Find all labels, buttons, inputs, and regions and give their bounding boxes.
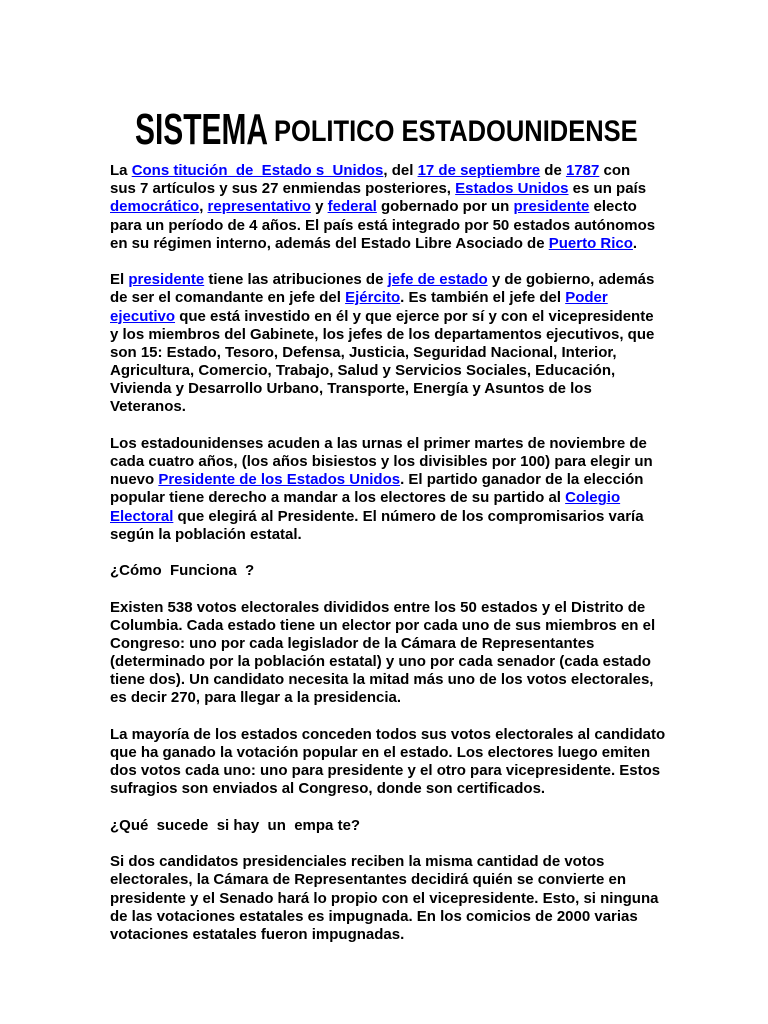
paragraph (110, 271, 710, 417)
link-17-de-septiembre[interactable]: 17 de septiembre (417, 162, 541, 179)
text-line (110, 689, 710, 707)
text-line (110, 362, 710, 380)
text-run: (determinado por la población estatal) y uno por cada senador (cada estado (110, 653, 651, 671)
link-ejercito[interactable]: Ejército (345, 289, 401, 307)
text-run: con (599, 162, 631, 179)
text-run: nuevo (110, 471, 159, 489)
text-line (110, 271, 710, 289)
text-run: sufragios son enviados al Congreso, donde son certificados. (110, 780, 546, 798)
text-run: que ha ganado la votación popular en el estado. Los electores luego emiten (110, 744, 651, 761)
text-run: son 15: Estado, Tesoro, Defensa, Justicia, Seguridad Nacional, Interior, (110, 343, 617, 361)
text-run: Existen 538 votos electorales divididos entre los 50 estados y el Distrito de (110, 598, 646, 616)
text-line (110, 780, 710, 798)
text-line (110, 217, 710, 235)
text-line (110, 817, 710, 835)
text-run: La mayoría de los estados conceden todos sus votos electorales al candidato (110, 725, 666, 743)
text-line (110, 853, 710, 871)
text-line (110, 890, 710, 908)
text-run: gobernado por un (376, 198, 514, 216)
text-line (110, 908, 710, 926)
link-jefe-de-estado[interactable]: jefe de estado (387, 271, 488, 289)
paragraph (110, 435, 710, 544)
text-line (110, 435, 710, 453)
text-run: . (632, 234, 638, 252)
text-run: El (110, 271, 129, 289)
link-presidente[interactable]: presidente (513, 198, 590, 216)
text-run: tiene dos). Un candidato necesita la mitad más uno de los votos electorales, (110, 671, 654, 689)
text-line (110, 235, 710, 253)
text-line (110, 508, 710, 526)
paragraph (110, 599, 710, 708)
text-line (110, 526, 710, 544)
text-run: según la población estatal. (110, 525, 302, 543)
text-line (110, 326, 710, 344)
text-run: que elegirá al Presidente. El número de los compromisarios varía (173, 507, 644, 525)
text-run: sus 7 artículos y sus 27 enmiendas posteriores, (110, 180, 456, 198)
text-line (110, 926, 710, 944)
link-federal[interactable]: federal (327, 198, 377, 216)
text-line (110, 489, 710, 507)
text-run: presidente y el Senado hará lo propio con el vicepresidente. Esto, si ninguna (110, 889, 659, 907)
text-line (110, 289, 710, 307)
text-line (110, 162, 710, 180)
title-large-part: SISTEMA (135, 105, 268, 154)
text-run: , del (383, 162, 418, 179)
text-run: dos votos cada uno: uno para presidente y el otro para vicepresidente. Estos (110, 762, 661, 780)
text-run: tiene las atribuciones de (204, 271, 388, 289)
text-line (110, 471, 710, 489)
link-presidente-de-los-estados-unidos[interactable]: Presidente de los Estados Unidos (158, 471, 401, 489)
text-run: de las votaciones estatales es impugnada. En los comicios de 2000 varias (110, 907, 638, 925)
text-line (110, 180, 710, 198)
text-line (110, 744, 710, 762)
section-heading (110, 562, 710, 580)
link-1787[interactable]: 1787 (565, 162, 600, 179)
paragraph (110, 726, 710, 799)
text-line (110, 599, 710, 617)
text-run: Columbia. Cada estado tiene un elector por cada uno de sus miembros en el (110, 616, 656, 634)
text-run: ¿Cómo Funciona ? (110, 562, 255, 580)
document-body (110, 162, 710, 962)
text-line (110, 653, 710, 671)
text-run: Agricultura, Comercio, Trabajo, Salud y Servicios Sociales, Educación, (110, 362, 616, 380)
text-run: electorales, la Cámara de Representantes decidirá quién se convierte en (110, 871, 627, 889)
text-run: y (310, 198, 328, 216)
document-title (0, 0, 768, 160)
text-run: . El partido ganador de la elección (400, 471, 644, 489)
link-cons-titucion-de-estado-s-unidos[interactable]: Cons titución de Estado s Unidos (131, 162, 384, 179)
text-run: Si dos candidatos presidenciales reciben la misma cantidad de votos (110, 853, 605, 871)
link-representativo[interactable]: representativo (207, 198, 311, 216)
text-run: de (540, 162, 566, 179)
paragraph (110, 853, 710, 944)
text-line (110, 453, 710, 471)
text-run: Veteranos. (110, 398, 186, 416)
text-line (110, 762, 710, 780)
link-estados-unidos[interactable]: Estados Unidos (455, 180, 569, 198)
text-line (110, 617, 710, 635)
text-run: La (110, 162, 132, 179)
text-line (110, 344, 710, 362)
title-rest-part: POLITICO ESTADOUNIDENSE (274, 115, 638, 148)
text-run: votaciones estatales fueron impugnadas. (110, 925, 405, 943)
text-line (110, 198, 710, 216)
link-presidente[interactable]: presidente (128, 271, 205, 289)
text-run: es un país (568, 180, 647, 198)
link-colegio[interactable]: Colegio (565, 489, 621, 507)
text-run: de ser el comandante en jefe del (110, 289, 346, 307)
section-heading (110, 817, 710, 835)
text-run: electo (589, 198, 637, 216)
text-run: ¿Qué sucede si hay un empa te? (110, 816, 361, 834)
text-run: es decir 270, para llegar a la presidencia. (110, 689, 401, 707)
text-line (110, 635, 710, 653)
link-ejecutivo[interactable]: ejecutivo (110, 307, 176, 325)
text-run: . Es también el jefe del (400, 289, 566, 307)
text-run: popular tiene derecho a mandar a los electores de su partido al (110, 489, 566, 507)
text-run: para un período de 4 años. El país está integrado por 50 estados autónomos (110, 216, 656, 234)
text-run: que está investido en él y que ejerce por sí y con el vicepresidente (175, 307, 654, 325)
text-line (110, 562, 710, 580)
text-run: y los miembros del Gabinete, los jefes de los departamentos ejecutivos, que (110, 325, 655, 343)
paragraph (110, 162, 710, 253)
text-run: cada cuatro años, (los años bisiestos y los divisibles por 100) para elegir un (110, 453, 653, 470)
link-democratico[interactable]: democrático (110, 198, 200, 216)
link-electoral[interactable]: Electoral (110, 507, 174, 525)
text-run: Congreso: uno por cada legislador de la Cámara de Representantes (110, 634, 595, 652)
text-line (110, 308, 710, 326)
text-line (110, 671, 710, 689)
link-puerto-rico[interactable]: Puerto Rico (548, 234, 633, 252)
link-poder[interactable]: Poder (565, 289, 608, 307)
text-line (110, 871, 710, 889)
text-line (110, 726, 710, 744)
text-line (110, 398, 710, 416)
text-run: y de gobierno, además (487, 271, 655, 289)
text-run: Los estadounidenses acuden a las urnas el primer martes de noviembre de (110, 434, 647, 452)
text-run: Vivienda y Desarrollo Urbano, Transporte, Energía y Asuntos de los (110, 380, 592, 398)
text-line (110, 380, 710, 398)
text-run: en su régimen interno, además del Estado Libre Asociado de (110, 234, 549, 252)
text-run: , (199, 198, 208, 216)
